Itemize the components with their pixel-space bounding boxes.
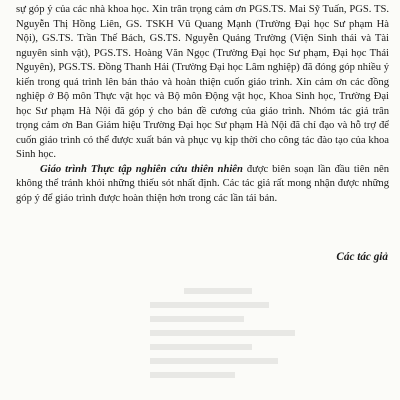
show-through-ghost [150, 288, 320, 398]
book-title: Giáo trình Thực tập nghiên cứu thiên nhiên [40, 163, 243, 175]
signature: Các tác giả [336, 251, 388, 263]
note-paragraph [16, 163, 389, 207]
note-paragraph-text: được biên soạn lần đầu tiên nên không thể tránh khỏi những thiếu sót nhất định. Các tác giả rất mong nhận được những góp ý để giáo trình được hoàn thiện hơn trong các lần tái bản. [16, 163, 389, 204]
acknowledgement-paragraph: sự góp ý của các nhà khoa học. Xin trân trọng cảm ơn PGS.TS. Mai Sỹ Tuấn, PGS. TS. Nguyễn Thị Hồng Liên, GS. TSKH Vũ Quang Mạnh (Trường Đại học Sư phạm Hà Nội), GS.TS. Trần Thế Bách, GS.TS. Nguyễn Quảng Trường (Viện Sinh thái và Tài nguyên sinh vật), PGS.TS. Hoàng Văn Ngọc (Trường Đại học Sư phạm, Đại học Thái Nguyên), PGS.TS. Đồng Thanh Hải (Trường Đại học Lâm nghiệp) đã đóng góp nhiều ý kiến trong quá trình lên bản thảo và hoàn thiện cuốn giáo trình. Xin cảm ơn các đồng nghiệp ở Bộ môn Thực vật học và Bộ môn Động vật học, Khoa Sinh học, Trường Đại học Sư phạm Hà Nội đã góp ý cho bản đề cương của giáo trình. Nhóm tác giả trân trọng cảm ơn Ban Giám hiệu Trường Đại học Sư phạm Hà Nội đã chỉ đạo và hỗ trợ để cuốn giáo trình có thể được xuất bản và phục vụ kịp thời cho công tác đào tạo của khoa Sinh học. [16, 4, 389, 160]
